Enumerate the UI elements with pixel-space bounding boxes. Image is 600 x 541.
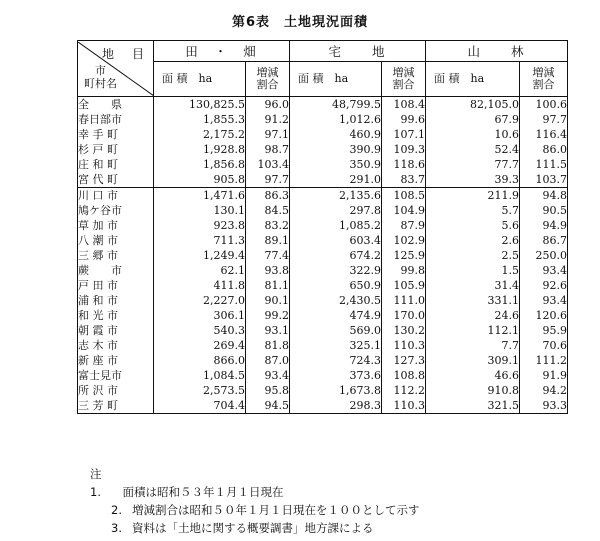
municipality-name: 鳩ケ谷市 [78, 204, 122, 217]
area-value: 306.1 [154, 308, 246, 323]
municipality-name: 三 郷 市 [78, 249, 118, 262]
area-value: 2,227.0 [154, 293, 246, 308]
municipality-name: 朝 霞 市 [78, 324, 118, 337]
ratio-value: 107.1 [382, 127, 426, 142]
area-value: 1.5 [426, 263, 520, 278]
area-value: 1,855.3 [154, 112, 246, 127]
ratio-value: 120.6 [520, 308, 568, 323]
table-row [78, 323, 568, 338]
area-value: 211.9 [426, 188, 520, 204]
area-value: 1,471.6 [154, 188, 246, 204]
ratio-value: 77.4 [246, 248, 290, 263]
ratio-value: 116.4 [520, 127, 568, 142]
ratio-value: 87.0 [246, 353, 290, 368]
ratio-value: 112.2 [382, 383, 426, 398]
area-value: 130,825.5 [154, 97, 246, 113]
ratio-header: 増減 割合 [382, 62, 426, 97]
area-value: 910.8 [426, 383, 520, 398]
municipality-name: 所 沢 市 [78, 384, 118, 397]
ratio-value: 93.3 [520, 398, 568, 414]
area-value: 460.9 [290, 127, 382, 142]
ratio-value: 83.2 [246, 218, 290, 233]
ratio-value: 99.6 [382, 112, 426, 127]
ratio-value: 98.7 [246, 142, 290, 157]
ratio-value: 93.4 [520, 263, 568, 278]
table-title: 第6表 土地現況面積 [231, 15, 369, 30]
municipality-name: 全 県 [78, 98, 122, 111]
ratio-value: 86.7 [520, 233, 568, 248]
table-row [78, 368, 568, 383]
area-value: 331.1 [426, 293, 520, 308]
municipality-name: 浦 和 市 [78, 294, 118, 307]
municipality-name: 戸 田 市 [78, 279, 118, 292]
area-value: 291.0 [290, 172, 382, 188]
ratio-value: 103.7 [520, 172, 568, 188]
area-value: 62.1 [154, 263, 246, 278]
ratio-value: 103.4 [246, 157, 290, 172]
municipality-name: 杉 戸 町 [78, 143, 118, 156]
area-value: 46.6 [426, 368, 520, 383]
ratio-value: 99.2 [246, 308, 290, 323]
ratio-value: 127.3 [382, 353, 426, 368]
municipality-name: 川 口 市 [78, 188, 154, 204]
ratio-value: 86.3 [246, 188, 290, 204]
area-value: 2,573.5 [154, 383, 246, 398]
ratio-value: 111.0 [382, 293, 426, 308]
municipality-name: 和 光 市 [78, 309, 118, 322]
footnote: 3. 資料は「土地に関する概要調書」地方課による [111, 521, 374, 535]
municipality-name: 志 木 市 [78, 339, 118, 352]
area-value: 704.4 [154, 398, 246, 414]
area-value: 82,105.0 [426, 97, 520, 113]
group-header-fields: 田 ・ 畑 [154, 41, 290, 62]
table-row [78, 157, 568, 172]
table-row [78, 353, 568, 368]
area-value: 322.9 [290, 263, 382, 278]
area-value: 297.8 [290, 203, 382, 218]
table-row [78, 248, 568, 263]
ratio-value: 109.3 [382, 142, 426, 157]
ratio-value: 93.4 [520, 293, 568, 308]
ratio-value: 97.7 [246, 172, 290, 188]
area-value: 1,012.6 [290, 112, 382, 127]
ratio-value: 87.9 [382, 218, 426, 233]
area-value: 10.6 [426, 127, 520, 142]
ratio-value: 91.2 [246, 112, 290, 127]
ratio-value: 97.7 [520, 112, 568, 127]
ratio-value: 92.6 [520, 278, 568, 293]
area-value: 298.3 [290, 398, 382, 414]
corner-header-cell [78, 41, 154, 97]
ratio-value: 90.1 [246, 293, 290, 308]
area-value: 711.3 [154, 233, 246, 248]
area-value: 48,799.5 [290, 97, 382, 113]
table-row [78, 188, 568, 204]
table-row [78, 127, 568, 142]
ratio-value: 250.0 [520, 248, 568, 263]
municipality-name: 蕨 市 [78, 264, 122, 277]
area-value: 7.7 [426, 338, 520, 353]
ratio-value: 94.2 [520, 383, 568, 398]
ratio-value: 94.5 [246, 398, 290, 414]
ratio-header: 増減 割合 [520, 62, 568, 97]
ratio-value: 97.1 [246, 127, 290, 142]
table-row [78, 293, 568, 308]
municipality-name: 幸 手 町 [78, 128, 118, 141]
ratio-value: 102.9 [382, 233, 426, 248]
ratio-value: 108.8 [382, 368, 426, 383]
area-value: 112.1 [426, 323, 520, 338]
table-row [78, 218, 568, 233]
corner-label-municipality: 市 町村名 [84, 63, 117, 90]
table-row [78, 97, 568, 113]
municipality-name: 草 加 市 [78, 219, 118, 232]
ratio-value: 93.8 [246, 263, 290, 278]
ratio-value: 95.8 [246, 383, 290, 398]
area-value: 390.9 [290, 142, 382, 157]
footnotes [90, 465, 420, 537]
area-value: 603.4 [290, 233, 382, 248]
area-header: 面 積 ha [426, 62, 520, 97]
area-value: 321.5 [426, 398, 520, 414]
municipality-name: 八 潮 市 [78, 234, 118, 247]
area-value: 474.9 [290, 308, 382, 323]
ratio-value: 96.0 [246, 97, 290, 113]
table-row [78, 383, 568, 398]
area-value: 923.8 [154, 218, 246, 233]
area-value: 1,085.2 [290, 218, 382, 233]
ratio-value: 108.5 [382, 188, 426, 204]
municipality-name: 新 座 市 [78, 354, 118, 367]
area-value: 1,856.8 [154, 157, 246, 172]
area-value: 1,249.4 [154, 248, 246, 263]
ratio-value: 70.6 [520, 338, 568, 353]
area-value: 77.7 [426, 157, 520, 172]
table-row [78, 308, 568, 323]
ratio-value: 111.5 [520, 157, 568, 172]
corner-label-land-type: 地 目 [101, 46, 147, 61]
ratio-value: 81.8 [246, 338, 290, 353]
area-value: 2,135.6 [290, 188, 382, 204]
group-header-forest: 山 林 [426, 41, 568, 62]
area-value: 2,175.2 [154, 127, 246, 142]
municipality-name: 庄 和 町 [78, 158, 118, 171]
ratio-value: 99.8 [382, 263, 426, 278]
area-value: 674.2 [290, 248, 382, 263]
area-value: 905.8 [154, 172, 246, 188]
ratio-header: 増減 割合 [246, 62, 290, 97]
area-value: 2,430.5 [290, 293, 382, 308]
area-value: 325.1 [290, 338, 382, 353]
area-value: 2.6 [426, 233, 520, 248]
ratio-value: 105.9 [382, 278, 426, 293]
municipality-name: 三 芳 町 [78, 399, 118, 412]
land-area-table [77, 40, 568, 414]
area-value: 5.7 [426, 203, 520, 218]
ratio-value: 90.5 [520, 203, 568, 218]
ratio-value: 94.9 [520, 218, 568, 233]
area-value: 569.0 [290, 323, 382, 338]
area-value: 540.3 [154, 323, 246, 338]
table-row [78, 263, 568, 278]
table-row [78, 142, 568, 157]
table-row [78, 203, 568, 218]
ratio-value: 84.5 [246, 203, 290, 218]
area-value: 2.5 [426, 248, 520, 263]
footnote: 2. 増減割合は昭和５０年１月１日現在を１００として示す [111, 503, 420, 517]
area-value: 24.6 [426, 308, 520, 323]
area-value: 130.1 [154, 203, 246, 218]
ratio-value: 89.1 [246, 233, 290, 248]
area-value: 866.0 [154, 353, 246, 368]
area-value: 373.6 [290, 368, 382, 383]
area-value: 1,084.5 [154, 368, 246, 383]
table-row [78, 338, 568, 353]
ratio-value: 91.9 [520, 368, 568, 383]
ratio-value: 170.0 [382, 308, 426, 323]
ratio-value: 100.6 [520, 97, 568, 113]
table-row [78, 278, 568, 293]
area-value: 309.1 [426, 353, 520, 368]
area-value: 67.9 [426, 112, 520, 127]
table-row [78, 398, 568, 414]
ratio-value: 110.3 [382, 338, 426, 353]
table-row [78, 112, 568, 127]
area-value: 411.8 [154, 278, 246, 293]
ratio-value: 81.1 [246, 278, 290, 293]
area-value: 1,928.8 [154, 142, 246, 157]
table-row [78, 172, 568, 188]
group-header-residential: 宅 地 [290, 41, 426, 62]
area-value: 269.4 [154, 338, 246, 353]
municipality-name: 富士見市 [78, 369, 122, 382]
ratio-value: 93.1 [246, 323, 290, 338]
ratio-value: 118.6 [382, 157, 426, 172]
area-value: 31.4 [426, 278, 520, 293]
area-value: 650.9 [290, 278, 382, 293]
ratio-value: 95.9 [520, 323, 568, 338]
area-header: 面 積 ha [290, 62, 382, 97]
area-value: 52.4 [426, 142, 520, 157]
table-row [78, 233, 568, 248]
area-value: 724.3 [290, 353, 382, 368]
ratio-value: 86.0 [520, 142, 568, 157]
area-header: 面 積 ha [154, 62, 246, 97]
ratio-value: 94.8 [520, 188, 568, 204]
ratio-value: 83.7 [382, 172, 426, 188]
area-value: 39.3 [426, 172, 520, 188]
ratio-value: 108.4 [382, 97, 426, 113]
area-value: 350.9 [290, 157, 382, 172]
ratio-value: 93.4 [246, 368, 290, 383]
area-value: 5.6 [426, 218, 520, 233]
ratio-value: 104.9 [382, 203, 426, 218]
municipality-name: 春日部市 [78, 113, 122, 126]
municipality-name: 宮 代 町 [78, 173, 118, 186]
ratio-value: 111.2 [520, 353, 568, 368]
ratio-value: 110.3 [382, 398, 426, 414]
ratio-value: 125.9 [382, 248, 426, 263]
ratio-value: 130.2 [382, 323, 426, 338]
area-value: 1,673.8 [290, 383, 382, 398]
footnote: 注 1. 面積は昭和５３年１月１日現在 [90, 467, 284, 499]
